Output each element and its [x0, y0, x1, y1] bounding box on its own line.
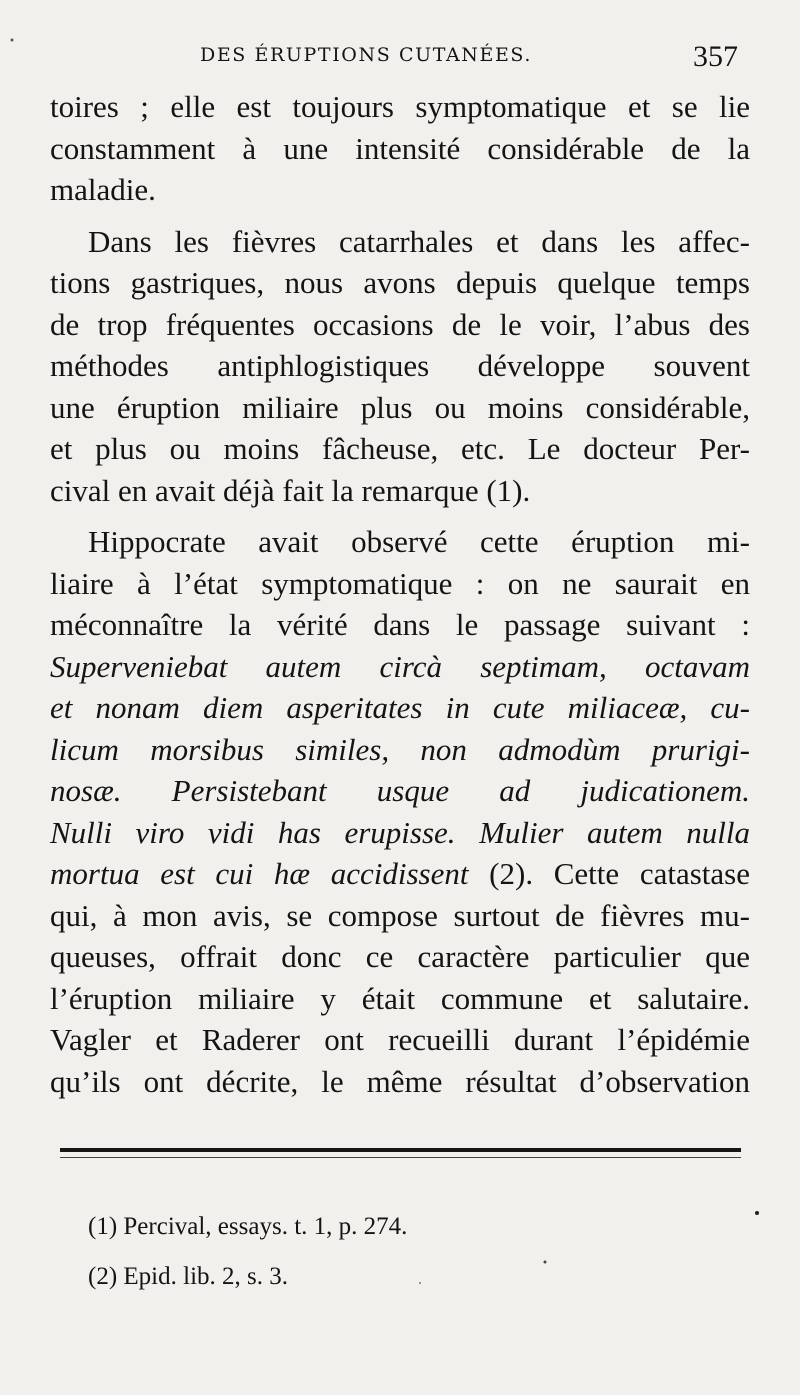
line-text: Vagler et Raderer ont recueilli durant l’épidémie [50, 1022, 750, 1057]
text-line [50, 169, 750, 211]
line-text: liaire à l’état symptomatique : on ne saurait en [50, 565, 750, 601]
text-line [50, 812, 750, 854]
latin-quote-text: Nulli viro vidi has erupisse. Mulier autem nulla [50, 814, 750, 850]
text-line [50, 345, 750, 387]
line-text: Dans les fièvres catarrhales et dans les affec- [88, 223, 750, 259]
text-line [50, 1061, 750, 1103]
line-text: constamment à une intensité considérable de la [50, 130, 750, 166]
line-text: cival en avait déjà fait la remarque (1). [50, 472, 531, 508]
footnote-rule-thin [60, 1157, 741, 1158]
text-line [50, 221, 750, 263]
paragraph-gap [50, 211, 750, 221]
line-text: queuses, offrait donc ce caractère particulier que [50, 939, 750, 974]
line-text: toires ; elle est toujours symptomatique et se lie [50, 89, 750, 124]
line-text: méthodes antiphlogistiques développe souvent [50, 348, 750, 383]
text-line [50, 936, 750, 978]
text-line [50, 978, 750, 1020]
text-line [50, 387, 750, 429]
line-text: l’éruption miliaire y était commune et salutaire. [50, 980, 750, 1016]
latin-quote-text: Superveniebat autem circà septimam, octavam [50, 648, 750, 684]
text-line [50, 304, 750, 346]
line-text: tions gastriques, nous avons depuis quelque temps [50, 265, 750, 300]
text-line [50, 86, 750, 128]
footnotes [88, 1202, 407, 1302]
text-line [50, 604, 750, 646]
text-line [50, 687, 750, 729]
latin-quote-text: licum morsibus similes, non admodùm prurigi- [50, 731, 750, 767]
text-line [50, 853, 750, 895]
text-line [50, 521, 750, 563]
text-line [50, 895, 750, 937]
line-text-tail: (2). Cette catastase [468, 856, 750, 891]
latin-quote-text: nosæ. Persistebant usque ad judicationem. [50, 773, 750, 808]
line-text: Hippocrate avait observé cette éruption mi- [88, 524, 750, 559]
text-line [50, 470, 750, 512]
body-text [50, 86, 750, 1102]
line-text: et plus ou moins fâcheuse, etc. Le docteur Per- [50, 431, 750, 466]
latin-quote-text: mortua est cui hæ accidissent [50, 856, 469, 891]
text-line [50, 428, 750, 470]
footnote-rule-thick [60, 1148, 741, 1152]
paragraph-gap [50, 511, 750, 521]
text-line [50, 563, 750, 605]
running-title: DES ÉRUPTIONS CUTANÉES. [200, 44, 533, 66]
latin-quote-text: et nonam diem asperitates in cute miliaceæ, cu- [50, 690, 750, 725]
text-line [50, 646, 750, 688]
line-text: maladie. [50, 172, 156, 207]
footnote-1: (1) Percival, essays. t. 1, p. 274. [88, 1213, 408, 1240]
footnote-2: (2) Epid. lib. 2, s. 3. [88, 1263, 288, 1290]
line-text: une éruption miliaire plus ou moins considérable, [50, 389, 750, 425]
text-line [50, 770, 750, 812]
line-text: qui, à mon avis, se compose surtout de fièvres mu- [50, 897, 750, 933]
text-line [50, 128, 750, 170]
line-text: qu’ils ont décrite, le même résultat d’observation [50, 1063, 750, 1099]
text-line [50, 1019, 750, 1061]
line-text: de trop fréquentes occasions de le voir, l’abus des [50, 306, 750, 342]
text-line [50, 729, 750, 771]
page-number: 357 [693, 40, 738, 73]
line-text: méconnaître la vérité dans le passage suivant : [50, 607, 750, 642]
text-line [50, 262, 750, 304]
